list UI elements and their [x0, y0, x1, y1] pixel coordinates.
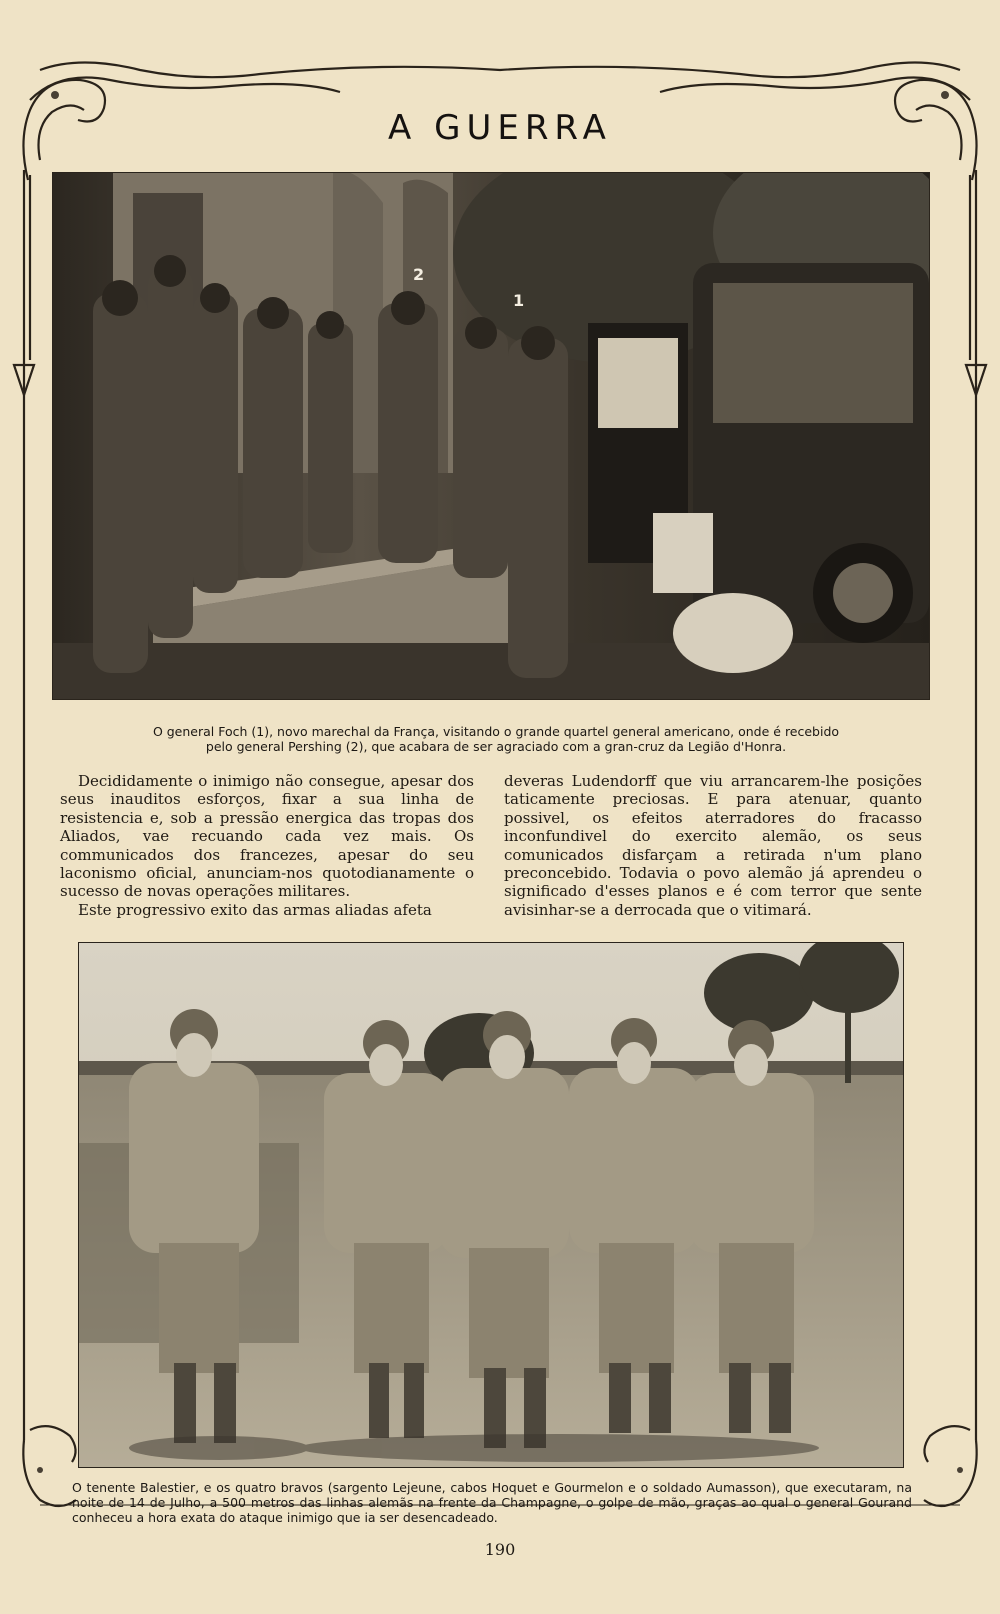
marker-2: 2: [413, 265, 425, 284]
photo-balestier-soldiers: [78, 942, 904, 1468]
photo-foch-pershing: [52, 172, 930, 700]
page-title: A GUERRA: [388, 108, 612, 148]
caption-top-line1: O general Foch (1), novo marechal da França, visitando o grande quartel general americano, onde é recebido: [152, 724, 840, 739]
caption-top: [56, 724, 936, 754]
marker-1: 1: [513, 291, 525, 310]
article-left-paragraph-1: Decididamente o inimigo não consegue, apesar dos seus inauditos esforços, fixar a sua linha de resistencia e, sob a pressão energica das tropas dos Aliados, vae recuando cada vez mais. Os communicados dos francezes, apesar do seu laconismo oficial, anunciam-nos quotodianamente o sucesso de novas operações militares.: [60, 772, 474, 901]
article-column-left: [60, 772, 474, 919]
page-number: 190: [484, 1540, 516, 1559]
article-right-paragraph-1: deveras Ludendorff que viu arrancarem-lhe posições taticamente preciosas. E para atenuar, quanto possivel, os efeitos aterradores do fracasso inconfundivel do exercito alemão, os seus comunicados disfarçam a retirada n'um plano preconcebido. Todavia o povo alemão já aprendeu o significado d'esses planos e é com terror que sente avisinhar-se a derrocada que o vitimará.: [504, 772, 922, 919]
article-column-right: [504, 772, 922, 919]
article-left-paragraph-2: Este progressivo exito das armas aliadas afeta: [78, 900, 432, 919]
caption-top-line2: pelo general Pershing (2), que acabara de ser agraciado com a gran-cruz da Legião d'Honra.: [205, 739, 787, 754]
caption-bottom: O tenente Balestier, e os quatro bravos (sargento Lejeune, cabos Hoquet e Gourmelon e o soldado Aumasson), que executaram, na noite de 14 de Julho, a 500 metros das linhas alemãs na frente da Champagne, o golpe de mão, graças ao qual o general Gourand conheceu a hora exata do ataque inimigo que ia ser desencadeado.: [72, 1480, 912, 1525]
